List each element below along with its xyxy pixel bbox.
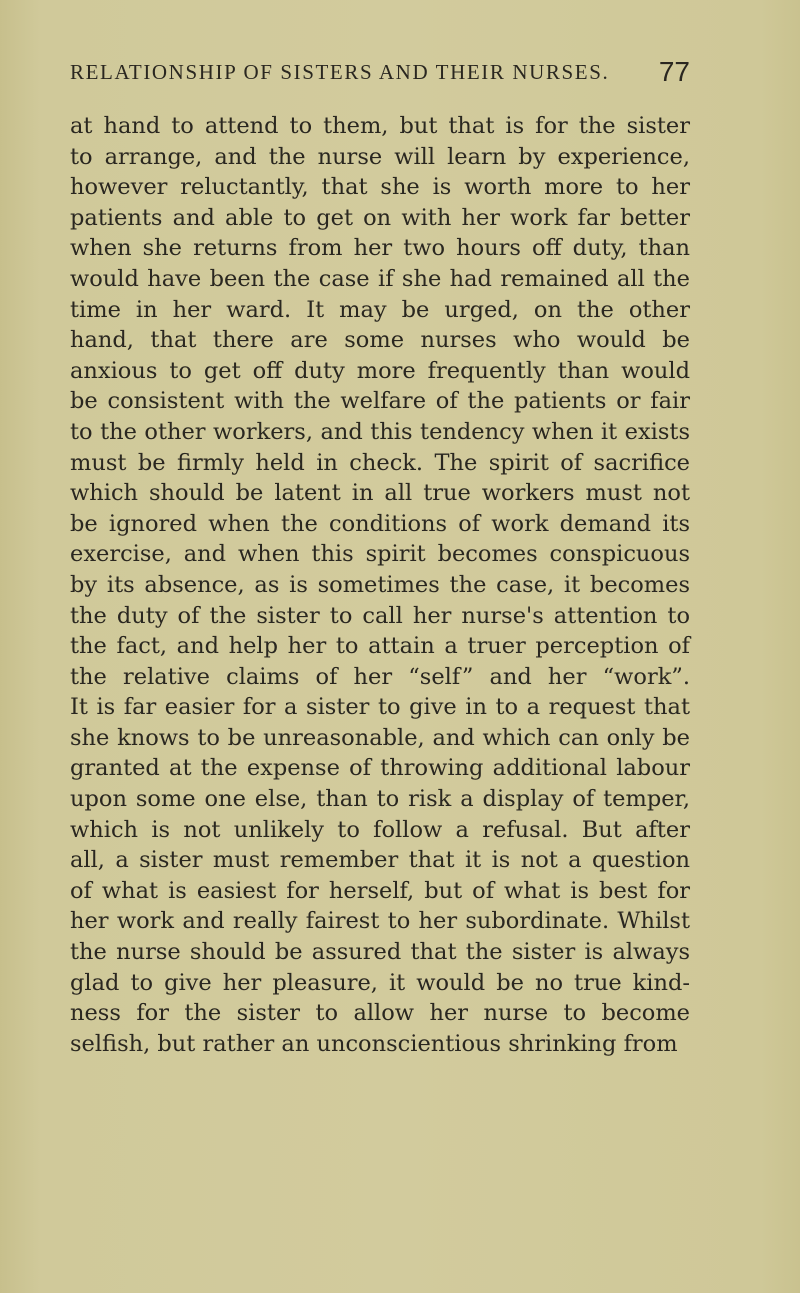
text-line: by its absence, as is sometimes the case, it becomes <box>70 571 690 598</box>
page-header <box>70 58 690 94</box>
text-line: however reluctantly, that she is worth more to her <box>70 174 690 201</box>
text-line: which should be latent in all true workers must not <box>70 480 690 507</box>
text-line: time in her ward. It may be urged, on the other <box>70 296 690 323</box>
page-number: 77 <box>658 56 690 87</box>
text-line: patients and able to get on with her work far better <box>70 204 690 231</box>
text-line: at hand to attend to them, but that is for the sister <box>70 113 690 139</box>
text-line: be ignored when the conditions of work demand its <box>70 510 690 537</box>
text-line: anxious to get off duty more frequently than would <box>70 357 690 384</box>
text-line: to the other workers, and this tendency when it exists <box>70 418 690 445</box>
text-line: exercise, and when this spirit becomes conspicuous <box>70 541 690 568</box>
text-line: she knows to be unreasonable, and which can only be <box>70 724 690 751</box>
text-line: be consistent with the welfare of the patients or fair <box>70 388 690 415</box>
text-line: the duty of the sister to call her nurse's attention to <box>70 602 690 629</box>
text-line: to arrange, and the nurse will learn by experience, <box>70 143 690 170</box>
text-line: would have been the case if she had remained all the <box>70 265 690 292</box>
text-line: when she returns from her two hours off duty, than <box>70 235 690 262</box>
text-line: ness for the sister to allow her nurse to become <box>70 1000 690 1027</box>
text-line: granted at the expense of throwing additional labour <box>70 755 690 782</box>
text-line: her work and really fairest to her subordinate. Whilst <box>70 908 690 935</box>
text-line: the fact, and help her to attain a truer perception of <box>70 633 690 660</box>
text-line: glad to give her pleasure, it would be no true kind- <box>70 969 690 996</box>
text-line: the relative claims of her “self” and her “work”. <box>70 663 690 690</box>
text-line: of what is easiest for herself, but of what is best for <box>70 877 690 904</box>
text-line: the nurse should be assured that the sister is always <box>70 939 690 966</box>
text-line: It is far easier for a sister to give in to a request that <box>70 694 690 721</box>
text-line: all, a sister must remember that it is not a question <box>70 847 690 874</box>
running-head: RELATIONSHIP OF SISTERS AND THEIR NURSES. <box>70 60 610 84</box>
text-line: must be firmly held in check. The spirit of sacrifice <box>70 449 690 476</box>
body-text <box>70 111 690 1059</box>
text-line: which is not unlikely to follow a refusal. But after <box>70 816 690 843</box>
text-line: selfish, but rather an unconscientious shrinking from <box>70 1030 678 1057</box>
text-line: hand, that there are some nurses who would be <box>70 327 690 354</box>
text-line: upon some one else, than to risk a display of temper, <box>70 786 690 813</box>
